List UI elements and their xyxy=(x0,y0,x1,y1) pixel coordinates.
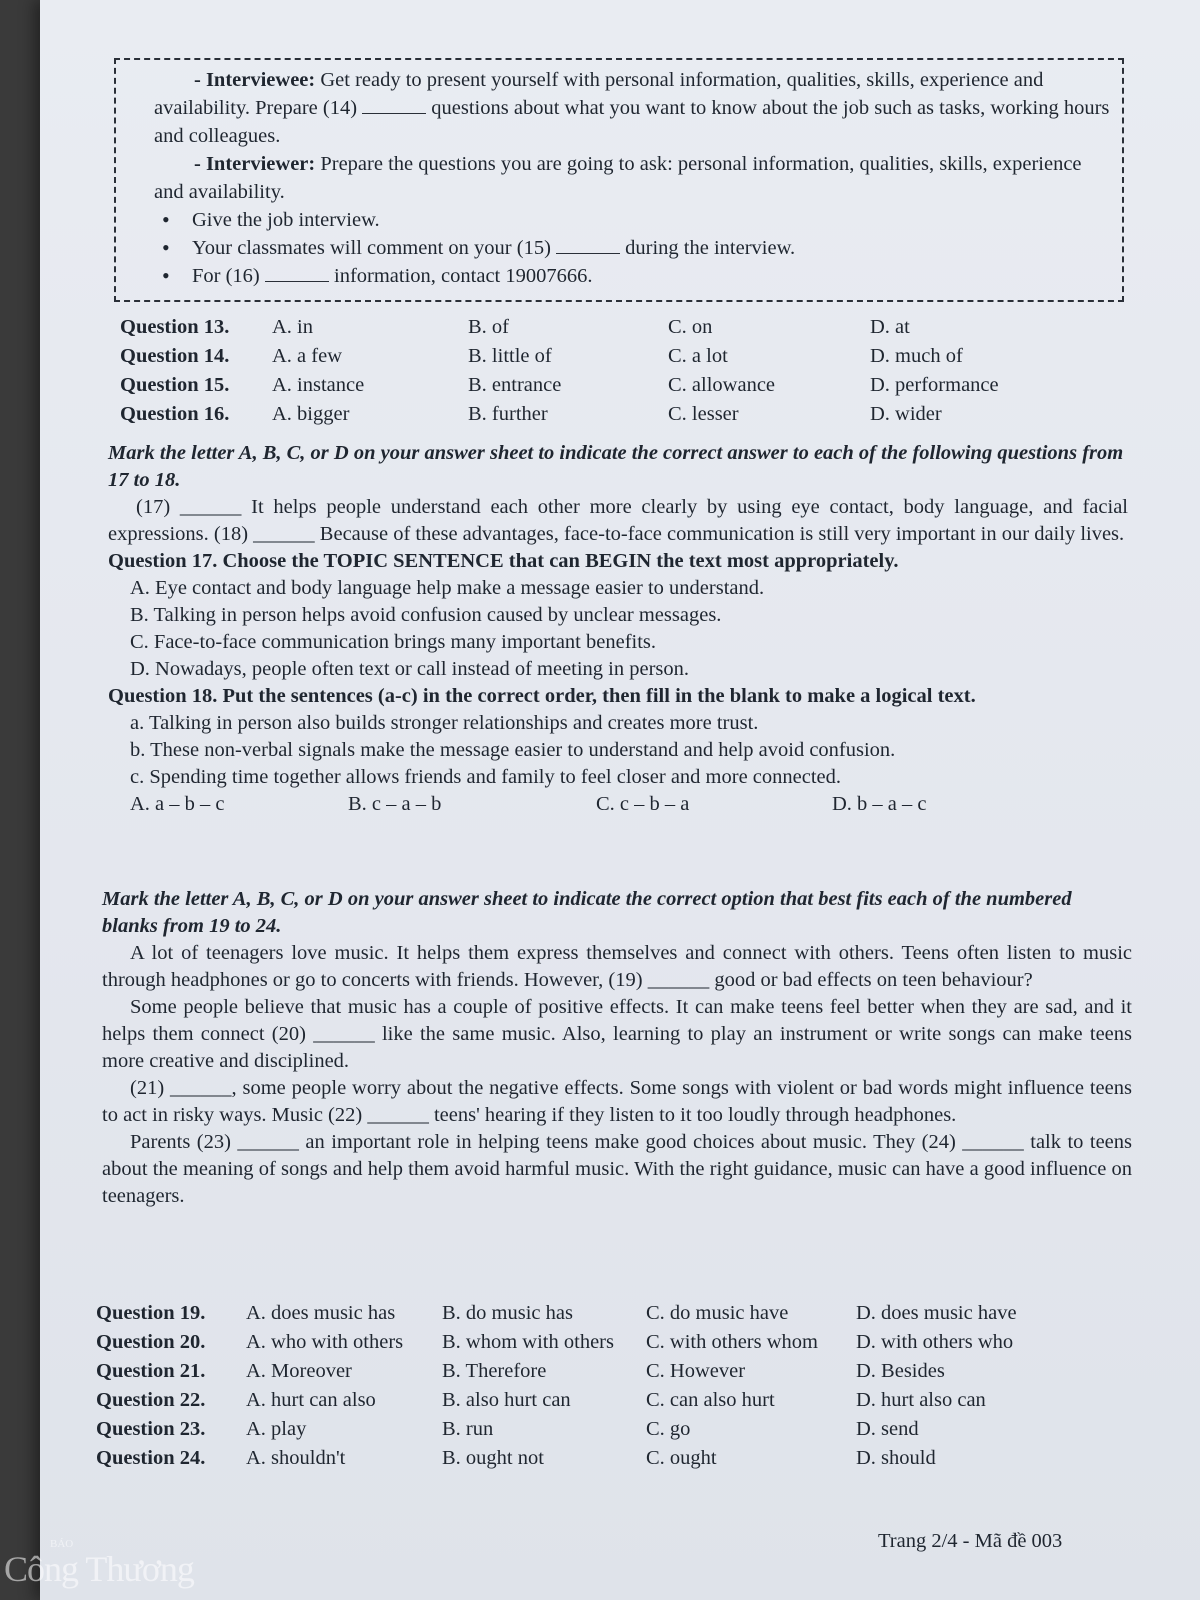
bullet-item xyxy=(154,206,1112,234)
q18-option-c[interactable]: C. c – b – a xyxy=(596,793,690,815)
instruction-box xyxy=(114,58,1124,302)
question-label: Question 20. xyxy=(96,1331,206,1353)
question-row xyxy=(96,1302,1136,1331)
q18-sentence-a: a. Talking in person also builds stronger relationships and creates more trust. xyxy=(130,712,759,734)
interviewer-label: - Interviewer: xyxy=(194,153,316,175)
watermark-text: Công Thương xyxy=(4,1549,194,1589)
exam-page xyxy=(40,0,1200,1600)
question-row xyxy=(120,345,1140,374)
question-row xyxy=(96,1331,1136,1360)
instruction-19-24: Mark the letter A, B, C, or D on your answer sheet to indicate the correct option that best fits each of the numbered blanks from 19 to 24. xyxy=(102,888,1072,937)
questions-13-16 xyxy=(120,316,1140,432)
interviewer-text: Prepare the questions you are going to ask: personal information, qualities, skills, experience and availability. xyxy=(154,153,1082,203)
option-a[interactable]: A. play xyxy=(246,1418,307,1440)
question-label: Question 15. xyxy=(120,374,230,396)
question-row xyxy=(120,316,1140,345)
option-b[interactable]: B. do music has xyxy=(442,1302,573,1324)
blank-14 xyxy=(362,95,426,114)
option-c[interactable]: C. do music have xyxy=(646,1302,789,1324)
question-label: Question 22. xyxy=(96,1389,206,1411)
interviewee-label: - Interviewee: xyxy=(194,69,316,91)
option-c[interactable]: C. a lot xyxy=(668,345,728,367)
q18-sentence-b: b. These non-verbal signals make the message easier to understand and help avoid confusion. xyxy=(130,739,896,761)
passage-paragraph-3: (21) ______, some people worry about the negative effects. Some songs with violent or bad words might influence teens to act in risky ways. Music (22) ______ teens' hearing if they listen to it too loudly through headphones. xyxy=(102,1077,1132,1126)
option-b[interactable]: B. run xyxy=(442,1418,494,1440)
page-footer: Trang 2/4 - Mã đề 003 xyxy=(878,1530,1063,1552)
option-b[interactable]: B. little of xyxy=(468,345,552,367)
option-c[interactable]: C. with others whom xyxy=(646,1331,818,1353)
question-label: Question 23. xyxy=(96,1418,206,1440)
bullet-item xyxy=(154,234,1112,262)
bullet-list xyxy=(154,206,1112,290)
bullet-text: Give the job interview. xyxy=(192,209,380,231)
option-a[interactable]: A. who with others xyxy=(246,1331,404,1353)
option-c[interactable]: C. on xyxy=(668,316,713,338)
interviewee-paragraph xyxy=(154,66,1112,150)
option-c[interactable]: C. ought xyxy=(646,1447,717,1469)
bullet-text: during the interview. xyxy=(625,237,796,259)
option-c[interactable]: C. However xyxy=(646,1360,746,1382)
question-label: Question 19. xyxy=(96,1302,206,1324)
option-d[interactable]: D. hurt also can xyxy=(856,1389,986,1411)
section-19-24 xyxy=(102,886,1132,1210)
q18-options xyxy=(108,791,1128,819)
option-b[interactable]: B. Therefore xyxy=(442,1360,547,1382)
option-a[interactable]: A. Moreover xyxy=(246,1360,352,1382)
question-row xyxy=(96,1447,1136,1476)
option-d[interactable]: D. send xyxy=(856,1418,919,1440)
option-c[interactable]: C. lesser xyxy=(668,403,739,425)
question-label: Question 14. xyxy=(120,345,230,367)
option-c[interactable]: C. go xyxy=(646,1418,691,1440)
question-label: Question 13. xyxy=(120,316,230,338)
section-17-18 xyxy=(108,440,1128,819)
option-b[interactable]: B. of xyxy=(468,316,509,338)
option-d[interactable]: D. with others who xyxy=(856,1331,1014,1353)
passage-paragraph-1: A lot of teenagers love music. It helps them express themselves and connect with others. Teens often listen to music through headphones or go to concerts with friends. However, (19) ______ good or bad effects on teen behaviour? xyxy=(102,942,1132,991)
question-row xyxy=(96,1418,1136,1447)
option-a[interactable]: A. instance xyxy=(272,374,365,396)
option-d[interactable]: D. does music have xyxy=(856,1302,1017,1324)
instruction-17-18: Mark the letter A, B, C, or D on your answer sheet to indicate the correct answer to each of the following questions from 17 to 18. xyxy=(108,442,1124,491)
questions-19-24 xyxy=(96,1302,1136,1476)
option-d[interactable]: D. performance xyxy=(870,374,999,396)
bullet-text: information, contact 19007666. xyxy=(334,265,593,287)
passage-17-18: (17) ______ It helps people understand each other more clearly by using eye contact, body language, and facial expressions. (18) ______ Because of these advantages, face-to-face communication is still very important in our daily lives. xyxy=(108,496,1128,545)
option-b[interactable]: B. also hurt can xyxy=(442,1389,571,1411)
publisher-watermark xyxy=(4,1538,194,1590)
option-a[interactable]: A. does music has xyxy=(246,1302,396,1324)
q18-option-b[interactable]: B. c – a – b xyxy=(348,793,442,815)
interviewee-text: Get ready to present yourself with personal information, qualities, skills, experience and availability. Prepare (14) xyxy=(154,69,1044,119)
option-a[interactable]: A. shouldn't xyxy=(246,1447,346,1469)
question-17: Question 17. Choose the TOPIC SENTENCE that can BEGIN the text most appropriately. xyxy=(108,550,899,572)
question-row xyxy=(120,403,1140,432)
passage-paragraph-4: Parents (23) ______ an important role in helping teens make good choices about music. They (24) ______ talk to teens about the meaning of songs and help them avoid harmful music. With the right guidance, music can have a good influence on teenagers. xyxy=(102,1131,1132,1207)
option-d[interactable]: D. wider xyxy=(870,403,942,425)
q17-option-a[interactable]: A. Eye contact and body language help make a message easier to understand. xyxy=(130,577,765,599)
bullet-text: Your classmates will comment on your (15) xyxy=(192,237,551,259)
question-label: Question 16. xyxy=(120,403,230,425)
option-a[interactable]: A. a few xyxy=(272,345,343,367)
q18-option-a[interactable]: A. a – b – c xyxy=(130,793,225,815)
blank-16 xyxy=(265,263,329,282)
question-row xyxy=(120,374,1140,403)
bullet-text: For (16) xyxy=(192,265,260,287)
q18-sentence-c: c. Spending time together allows friends and family to feel closer and more connected. xyxy=(130,766,842,788)
interviewer-paragraph xyxy=(154,150,1112,206)
option-b[interactable]: B. entrance xyxy=(468,374,562,396)
bullet-item xyxy=(154,262,1112,290)
q17-option-d[interactable]: D. Nowadays, people often text or call instead of meeting in person. xyxy=(130,658,690,680)
option-b[interactable]: B. whom with others xyxy=(442,1331,614,1353)
option-d[interactable]: D. Besides xyxy=(856,1360,945,1382)
option-d[interactable]: D. should xyxy=(856,1447,936,1469)
question-label: Question 21. xyxy=(96,1360,206,1382)
option-d[interactable]: D. much of xyxy=(870,345,963,367)
q17-option-c[interactable]: C. Face-to-face communication brings many important benefits. xyxy=(130,631,657,653)
option-a[interactable]: A. bigger xyxy=(272,403,350,425)
watermark-small-text: BÁO xyxy=(50,1538,74,1550)
blank-15 xyxy=(556,235,620,254)
option-d[interactable]: D. at xyxy=(870,316,910,338)
question-label: Question 24. xyxy=(96,1447,206,1469)
question-18: Question 18. Put the sentences (a-c) in the correct order, then fill in the blank to make a logical text. xyxy=(108,685,976,707)
q18-option-d[interactable]: D. b – a – c xyxy=(832,793,927,815)
passage-paragraph-2: Some people believe that music has a couple of positive effects. It can make teens feel better when they are sad, and it helps them connect (20) ______ like the same music. Also, learning to play an instrument or write songs can make teens more creative and disciplined. xyxy=(102,996,1132,1072)
question-row xyxy=(96,1360,1136,1389)
q17-option-b[interactable]: B. Talking in person helps avoid confusion caused by unclear messages. xyxy=(130,604,722,626)
option-b[interactable]: B. further xyxy=(468,403,548,425)
option-c[interactable]: C. allowance xyxy=(668,374,776,396)
question-row xyxy=(96,1389,1136,1418)
option-c[interactable]: C. can also hurt xyxy=(646,1389,775,1411)
option-a[interactable]: A. in xyxy=(272,316,313,338)
option-b[interactable]: B. ought not xyxy=(442,1447,544,1469)
interviewee-text-2: questions about what you want to know about the job such as tasks, working hours and colleagues. xyxy=(154,97,1110,147)
option-a[interactable]: A. hurt can also xyxy=(246,1389,376,1411)
